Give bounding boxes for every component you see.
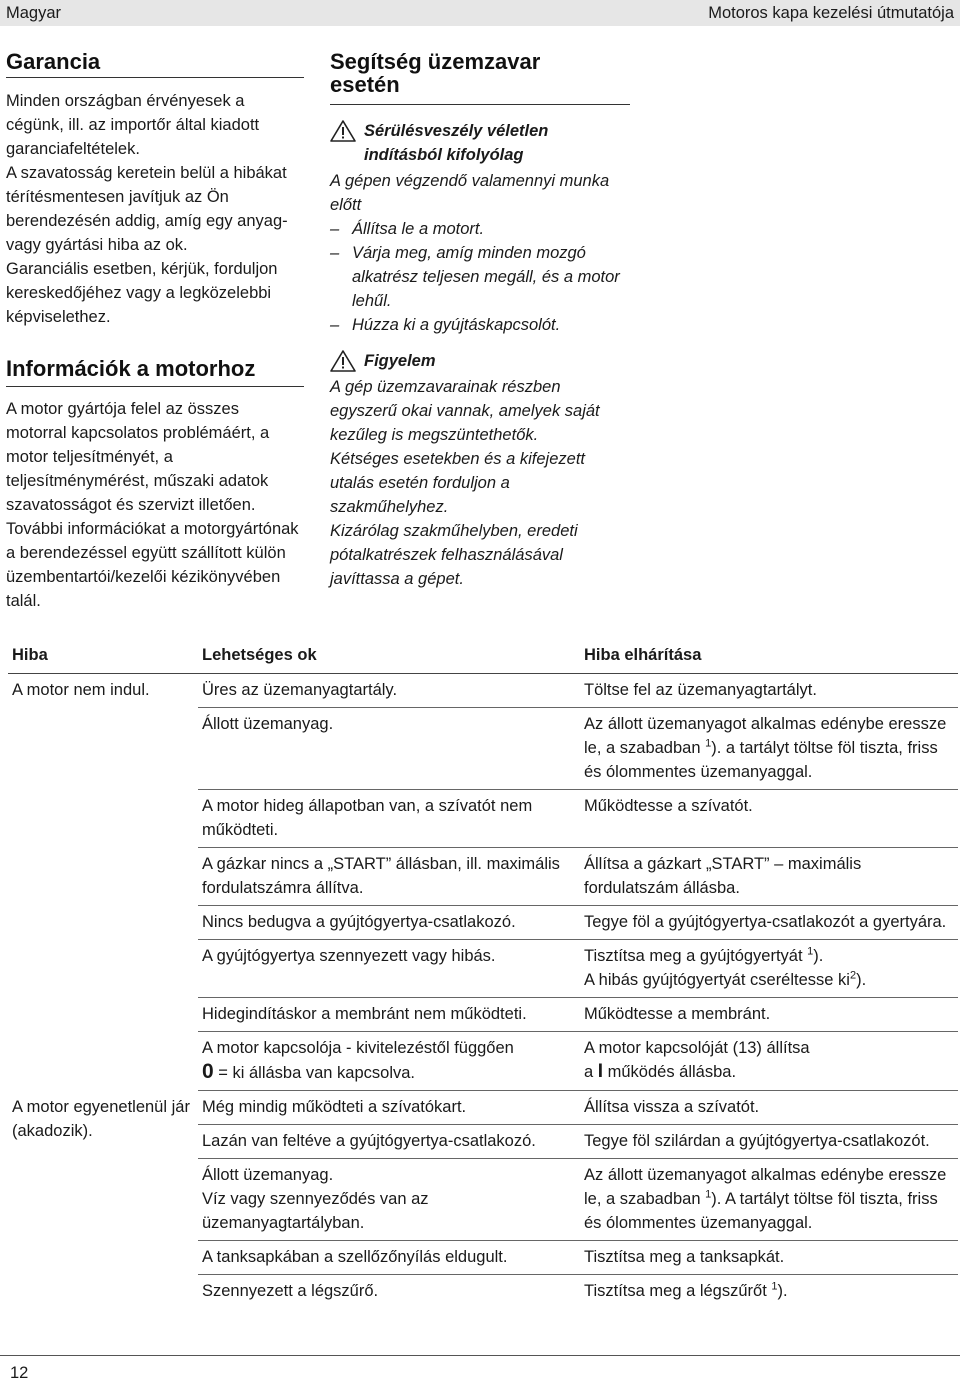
cause-cell: A gázkar nincs a „START” állásban, ill. maximális fordulatszámra állítva. <box>198 848 580 906</box>
fix-cell: Tegye föl szilárdan a gyújtógyertya-csatlakozót. <box>580 1125 958 1159</box>
table-header-row <box>8 639 958 674</box>
cause-cell: Még mindig működteti a szívatókart. <box>198 1091 580 1125</box>
page-header <box>0 0 960 26</box>
garancia-p3: Garanciális esetben, kérjük, forduljon kereskedőjéhez vagy a legközelebbi képviselethez. <box>6 260 278 326</box>
fix-text: A hibás gyújtógyertyát cseréltesse ki <box>584 971 850 989</box>
garancia-p2: A szavatosság keretein belül a hibákat térítésmentesen javítjuk az Ön berendezésén addig, amíg egy anyag- vagy gyártási hiba az ok. <box>6 164 288 254</box>
fix-cell: Állítsa vissza a szívatót. <box>580 1091 958 1125</box>
cause-cell: Üres az üzemanyagtartály. <box>198 674 580 708</box>
cause-cell: A tanksapkában a szellőzőnyílás eldugult. <box>198 1241 580 1275</box>
fix-text: ). <box>856 971 867 989</box>
cause-cell: Hidegindításkor a membránt nem működteti. <box>198 998 580 1032</box>
column-header: Lehetséges ok <box>198 639 580 674</box>
informaciok-p2: További információkat a motorgyártónak a berendezéssel együtt szállított külön üzembentartói/kezelői kézikönyvében talál. <box>6 520 299 610</box>
cause-cell: A motor hideg állapotban van, a szívatót nem működteti. <box>198 790 580 848</box>
fix-cell <box>580 1159 958 1241</box>
fix-text: Tisztítsa meg a légszűrőt <box>584 1282 772 1300</box>
segitseg-title-line2: esetén <box>330 72 400 97</box>
warning-triangle-icon <box>330 120 356 142</box>
switch-on-symbol: I <box>597 1061 604 1082</box>
fix-cell: Tegye föl a gyújtógyertya-csatlakozót a gyertyára. <box>580 906 958 940</box>
troubleshooting-table <box>8 639 958 1308</box>
fix-text: ). <box>777 1282 788 1300</box>
header-language: Magyar <box>6 4 62 22</box>
cause-cell: Állott üzemanyag. <box>198 708 580 790</box>
fix-cell: Állítsa a gázkart „START” – maximális fordulatszám állásba. <box>580 848 958 906</box>
informaciok-p1: A motor gyártója felel az összes motorral kapcsolatos problémáért, a motor teljesítményét, a teljesítménymérést, műszaki adatok szavatosságot és szervizt illetően. <box>6 400 270 514</box>
fix-cell: Tisztítsa meg a tanksapkát. <box>580 1241 958 1275</box>
segitseg-title-block <box>330 50 630 105</box>
attention-block-title <box>330 349 630 373</box>
footnote-ref: 1 <box>771 1280 778 1293</box>
footnote-ref: 2 <box>849 969 857 982</box>
dash-bullet: – <box>330 244 340 262</box>
page-number: 12 <box>10 1364 29 1382</box>
attention-p1: A gép üzemzavarainak részben egyszerű okai vannak, amelyek saját kezűleg is megszüntethetők. <box>330 378 600 444</box>
fix-text: A motor kapcsolóját (13) állítsa <box>584 1039 810 1057</box>
attention-p3: Kizárólag szakműhelyben, eredeti pótalkatrészek felhasználásával javíttassa a gépet. <box>330 522 578 588</box>
dash-bullet: – <box>330 220 340 238</box>
table-row <box>8 674 958 708</box>
cause-cell: Nincs bedugva a gyújtógyertya-csatlakozó. <box>198 906 580 940</box>
cause-text: = ki állásba van kapcsolva. <box>213 1064 416 1082</box>
warning-step-text: Húzza ki a gyújtáskapcsolót. <box>352 316 561 334</box>
footnote-ref: 1 <box>705 1188 712 1201</box>
warning-step <box>330 217 630 241</box>
column-header: Hiba <box>8 639 198 674</box>
fix-cell <box>580 708 958 790</box>
fix-cell <box>580 1032 958 1091</box>
fault-cell: A motor egyenetlenül jár (akadozik). <box>12 1097 190 1140</box>
fix-cell <box>580 1275 958 1309</box>
warning-step <box>330 241 630 313</box>
cause-text: Állott üzemanyag. <box>202 1166 334 1184</box>
fix-cell: Töltse fel az üzemanyagtartályt. <box>580 674 958 708</box>
fix-text: a <box>584 1063 598 1081</box>
footnote-ref: 1 <box>705 737 712 750</box>
cause-cell: Lazán van feltéve a gyújtógyertya-csatlakozó. <box>198 1125 580 1159</box>
dash-bullet: – <box>330 316 340 334</box>
fix-text: ). a tartályt töltse föl tiszta, friss és ólommentes üzemanyaggal. <box>584 739 938 781</box>
cause-cell <box>198 1032 580 1091</box>
cause-cell: A gyújtógyertya szennyezett vagy hibás. <box>198 940 580 998</box>
left-column <box>6 50 304 613</box>
footnote-ref: 1 <box>807 945 814 958</box>
warning-title: Sérülésveszély véletlen indításból kifolyólag <box>364 122 549 164</box>
warning-step-text: Állítsa le a motort. <box>352 220 485 238</box>
warning-triangle-icon <box>330 350 356 372</box>
cause-text: Víz vagy szennyeződés van az üzemanyagtartályban. <box>202 1190 429 1232</box>
warning-block-title <box>330 119 630 167</box>
fix-text: Az állott üzemanyagot alkalmas edénybe eressze le, a szabadban <box>584 715 947 757</box>
fix-text: működés állásba. <box>603 1063 737 1081</box>
switch-off-symbol: 0 <box>202 1060 214 1083</box>
cause-text: A motor kapcsolója - kivitelezéstől függően <box>202 1039 514 1057</box>
attention-p2: Kétséges esetekben és a kifejezett utalás esetén forduljon a szakműhelyhez. <box>330 450 585 516</box>
column-header: Hiba elhárítása <box>580 639 958 674</box>
fault-cell: A motor nem indul. <box>12 681 150 699</box>
warning-intro: A gépen végzendő valamennyi munka előtt <box>330 172 610 214</box>
footer-divider <box>0 1355 960 1356</box>
fix-text: ). A tartályt töltse föl tiszta, friss és ólommentes üzemanyaggal. <box>584 1190 938 1232</box>
fix-text: ). <box>813 947 824 965</box>
cause-cell <box>198 1159 580 1241</box>
fix-text: Az állott üzemanyagot alkalmas edénybe eressze le, a szabadban <box>584 1166 947 1208</box>
informaciok-title: Információk a motorhoz <box>6 357 304 387</box>
warning-step-text: Várja meg, amíg minden mozgó alkatrész teljesen megáll, és a motor lehűl. <box>352 244 620 310</box>
fix-cell: Működtesse a membránt. <box>580 998 958 1032</box>
cause-cell: Szennyezett a légszűrő. <box>202 1282 379 1300</box>
garancia-p1: Minden országban érvényesek a cégünk, ill. az importőr által kiadott garanciafeltételek. <box>6 92 260 158</box>
header-manual-title: Motoros kapa kezelési útmutatója <box>708 4 954 22</box>
fix-cell: Működtesse a szívatót. <box>580 790 958 848</box>
fix-text: Tisztítsa meg a gyújtógyertyát <box>584 947 808 965</box>
fix-cell <box>580 940 958 998</box>
right-column <box>330 50 630 591</box>
garancia-title: Garancia <box>6 50 304 78</box>
segitseg-title-line1: Segítség üzemzavar <box>330 49 541 74</box>
warning-step <box>330 313 630 337</box>
attention-title: Figyelem <box>364 352 436 370</box>
table-row <box>8 1091 958 1125</box>
